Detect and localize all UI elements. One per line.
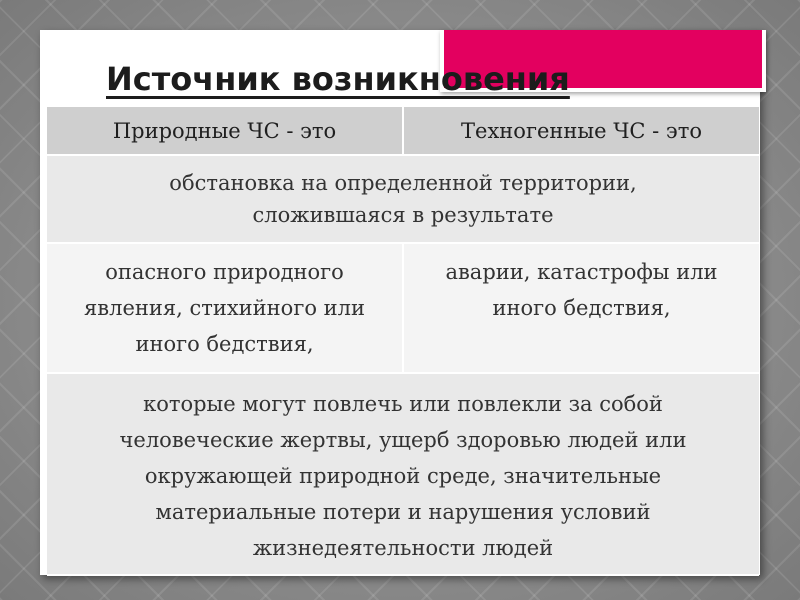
technogenic-cause-text: аварии, катастрофы или иного бедствия, <box>445 260 718 320</box>
comparison-table <box>47 107 759 576</box>
table-header-row <box>47 107 759 155</box>
cell-natural-cause <box>47 243 403 373</box>
header-technogenic: Техногенные ЧС - это <box>403 107 759 155</box>
cell-consequences <box>47 373 759 575</box>
header-natural: Природные ЧС - это <box>47 107 403 155</box>
cell-shared-definition <box>47 155 759 243</box>
natural-cause-text: опасного природного явления, стихийного или иного бедствия, <box>84 260 365 356</box>
table-row-causes <box>47 243 759 373</box>
shared-definition-text: обстановка на определенной территории, сложившаяся в результате <box>169 171 637 227</box>
slide-title: Источник возникновения <box>106 60 570 98</box>
table-row-shared-definition <box>47 155 759 243</box>
table-row-consequences <box>47 373 759 575</box>
consequences-text: которые могут повлечь или повлекли за собой человеческие жертвы, ущерб здоровью людей или окружающей природной среде, значительные материальные потери и нарушения условий жизнедеятельности людей <box>119 392 687 560</box>
cell-technogenic-cause <box>403 243 759 373</box>
